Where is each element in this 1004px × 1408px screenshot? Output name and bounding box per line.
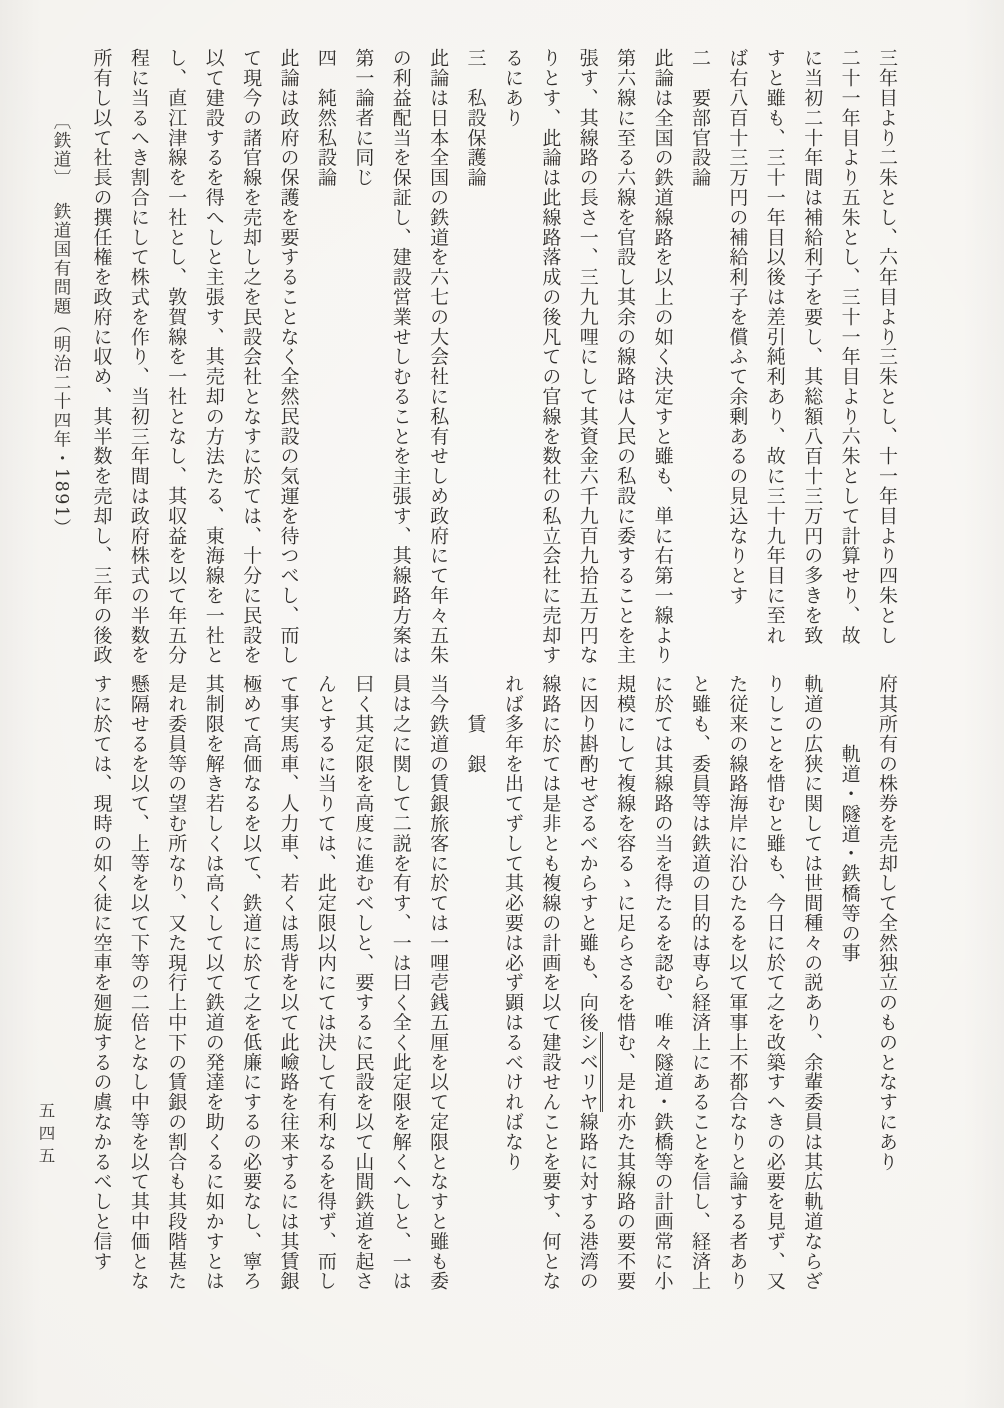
text-column: 第六線に至る六線を官設し其余の線路は人民の私設に委することを主: [614, 48, 637, 665]
text-column: 線路に於ては是非とも複線の計画を以て建設せんことを要す、何とな: [539, 674, 562, 1291]
text-column: 軌道の広狭に関しては世間種々の説あり、余輩委員は其広軌道ならざ: [801, 674, 824, 1291]
text-column: れば多年を出てずして其必要は必ず顕はるべければなり: [501, 674, 524, 1172]
running-head-title: 鉄道国有問題: [51, 202, 71, 316]
section-heading: 賃 銀: [464, 714, 487, 774]
text-column: 曰く其定限を高度に進むべしと、要するに民設を以て山間鉄道を起さ: [352, 674, 375, 1291]
top-text-block: [82, 48, 905, 665]
page-number: 五四五: [36, 1102, 55, 1170]
text-column: に因り斟酌せざるべからすと雖も、向後シベリヤ線路に対する港湾の: [568, 674, 605, 1296]
text-column: に於ては其線路の当を得たるを認む、唯々隧道・鉄橋等の計画常に小: [651, 674, 674, 1291]
text-column: りとす、此論は此線路落成の後凡ての官線を数社の私立会社に売却す: [539, 48, 562, 665]
text-column: 当今鉄道の賃銀旅客に於ては一哩壱銭五厘を以て定限となすと雖も委: [427, 674, 450, 1291]
text-column: て現今の諸官線を売却し之を民設会社となすに於ては、十分に民設を: [240, 48, 263, 665]
text-column: 極めて高価なるを以て、鉄道に於て之を低廉にするの必要なし、寧ろ: [240, 674, 263, 1291]
text-column: 此論は全国の鉄道線路を以上の如く決定すと雖も、単に右第一線より: [651, 48, 674, 665]
section-heading: 軌道・隧道・鉄橋等の事: [838, 744, 861, 963]
running-head: [46, 112, 76, 612]
text-column: 張す、其線路の長さ一、三九九哩にして其資金六千九百九拾五万円な: [576, 48, 599, 665]
section-heading: 四 純然私設論: [314, 48, 337, 188]
running-head-category: 〔鉄道〕: [51, 112, 71, 188]
text-column: た従来の線路海岸に沿ひたるを以て軍事上不都合なりと論する者あり: [726, 674, 749, 1291]
text-column: るにあり: [501, 48, 524, 128]
section-heading: 二 要部官設論: [688, 48, 711, 188]
running-head-era: （明治二十四年・1891）: [51, 316, 71, 538]
section-heading: 三 私設保護論: [464, 48, 487, 188]
bottom-text-block: [82, 674, 905, 1296]
text-column: 此論は政府の保護を要することなく全然民設の気運を待つべし、而し: [277, 48, 300, 665]
text-column: 以て建設するを得へしと主張す、其売却の方法たる、東海線を一社と: [202, 48, 225, 665]
text-column: 第一論者に同じ: [352, 48, 375, 188]
text-column: と雖も、委員等は鉄道の目的は専ら経済上にあることを信し、経済上: [688, 674, 711, 1291]
text-column: すと雖も、三十一年目以後は差引純利あり、故に三十九年目に至れ: [763, 48, 786, 645]
text-column: んとするに当りては、此定限以内にては決して有利なるを得ず、而し: [314, 674, 337, 1291]
text-column: 二十一年目より五朱とし、三十一年目より六朱として計算せり、故: [838, 48, 861, 645]
text-column: に当初二十年間は補給利子を要し、其総額八百十三万円の多きを致: [801, 48, 824, 645]
text-column: の利益配当を保証し、建設営業せしむることを主張す、其線路方案は: [389, 48, 412, 665]
text-column: 此論は日本全国の鉄道を六七の大会社に私有せしめ政府にて年々五朱: [427, 48, 450, 665]
text-column: 其制限を解き若しくは高くして以て鉄道の発達を助くるに如かすとは: [202, 674, 225, 1291]
text-column: 程に当るへき割合にして株式を作り、当初三年間は政府株式の半数を: [127, 48, 150, 665]
text-column: 懸隔せるを以て、上等を以て下等の二倍となし中等を以て其中価とな: [127, 674, 150, 1291]
text-column: ば右八百十三万円の補給利子を償ふて余剰あるの見込なりとす: [726, 48, 749, 606]
text-column: し、直江津線を一社とし、敦賀線を一社となし、其収益を以て年五分: [165, 48, 188, 665]
text-column: 規模にして複線を容るゝに足らさるを惜む、是れ亦た其線路の要不要: [614, 674, 637, 1291]
text-column: て事実馬車、人力車、若くは馬背を以て此嶮路を往来するには其賃銀: [277, 674, 300, 1291]
text-column: すに於ては、現時の如く徒に空車を廻旋するの虞なかるべしと信す: [90, 674, 113, 1271]
text-column: 府其所有の株券を売却して全然独立のものとなすにあり: [876, 674, 898, 1172]
text-column: 三年目より二朱とし、六年目より三朱とし、十一年目より四朱とし: [876, 48, 898, 645]
text-column: りしことを惜むと雖も、今日に於て之を改築すへきの必要を見ず、又: [763, 674, 786, 1291]
emphasis-marked-word: シベリヤ: [577, 1032, 603, 1112]
text-column: 所有し以て社長の撰任権を政府に収め、其半数を売却し、三年の後政: [90, 48, 113, 665]
text-column: 員は之に関して二説を有す、一は曰く全く此定限を解くへしと、一は: [389, 674, 412, 1291]
text-column: 是れ委員等の望む所なり、又た現行上中下の賃銀の割合も其段階甚た: [165, 674, 188, 1291]
